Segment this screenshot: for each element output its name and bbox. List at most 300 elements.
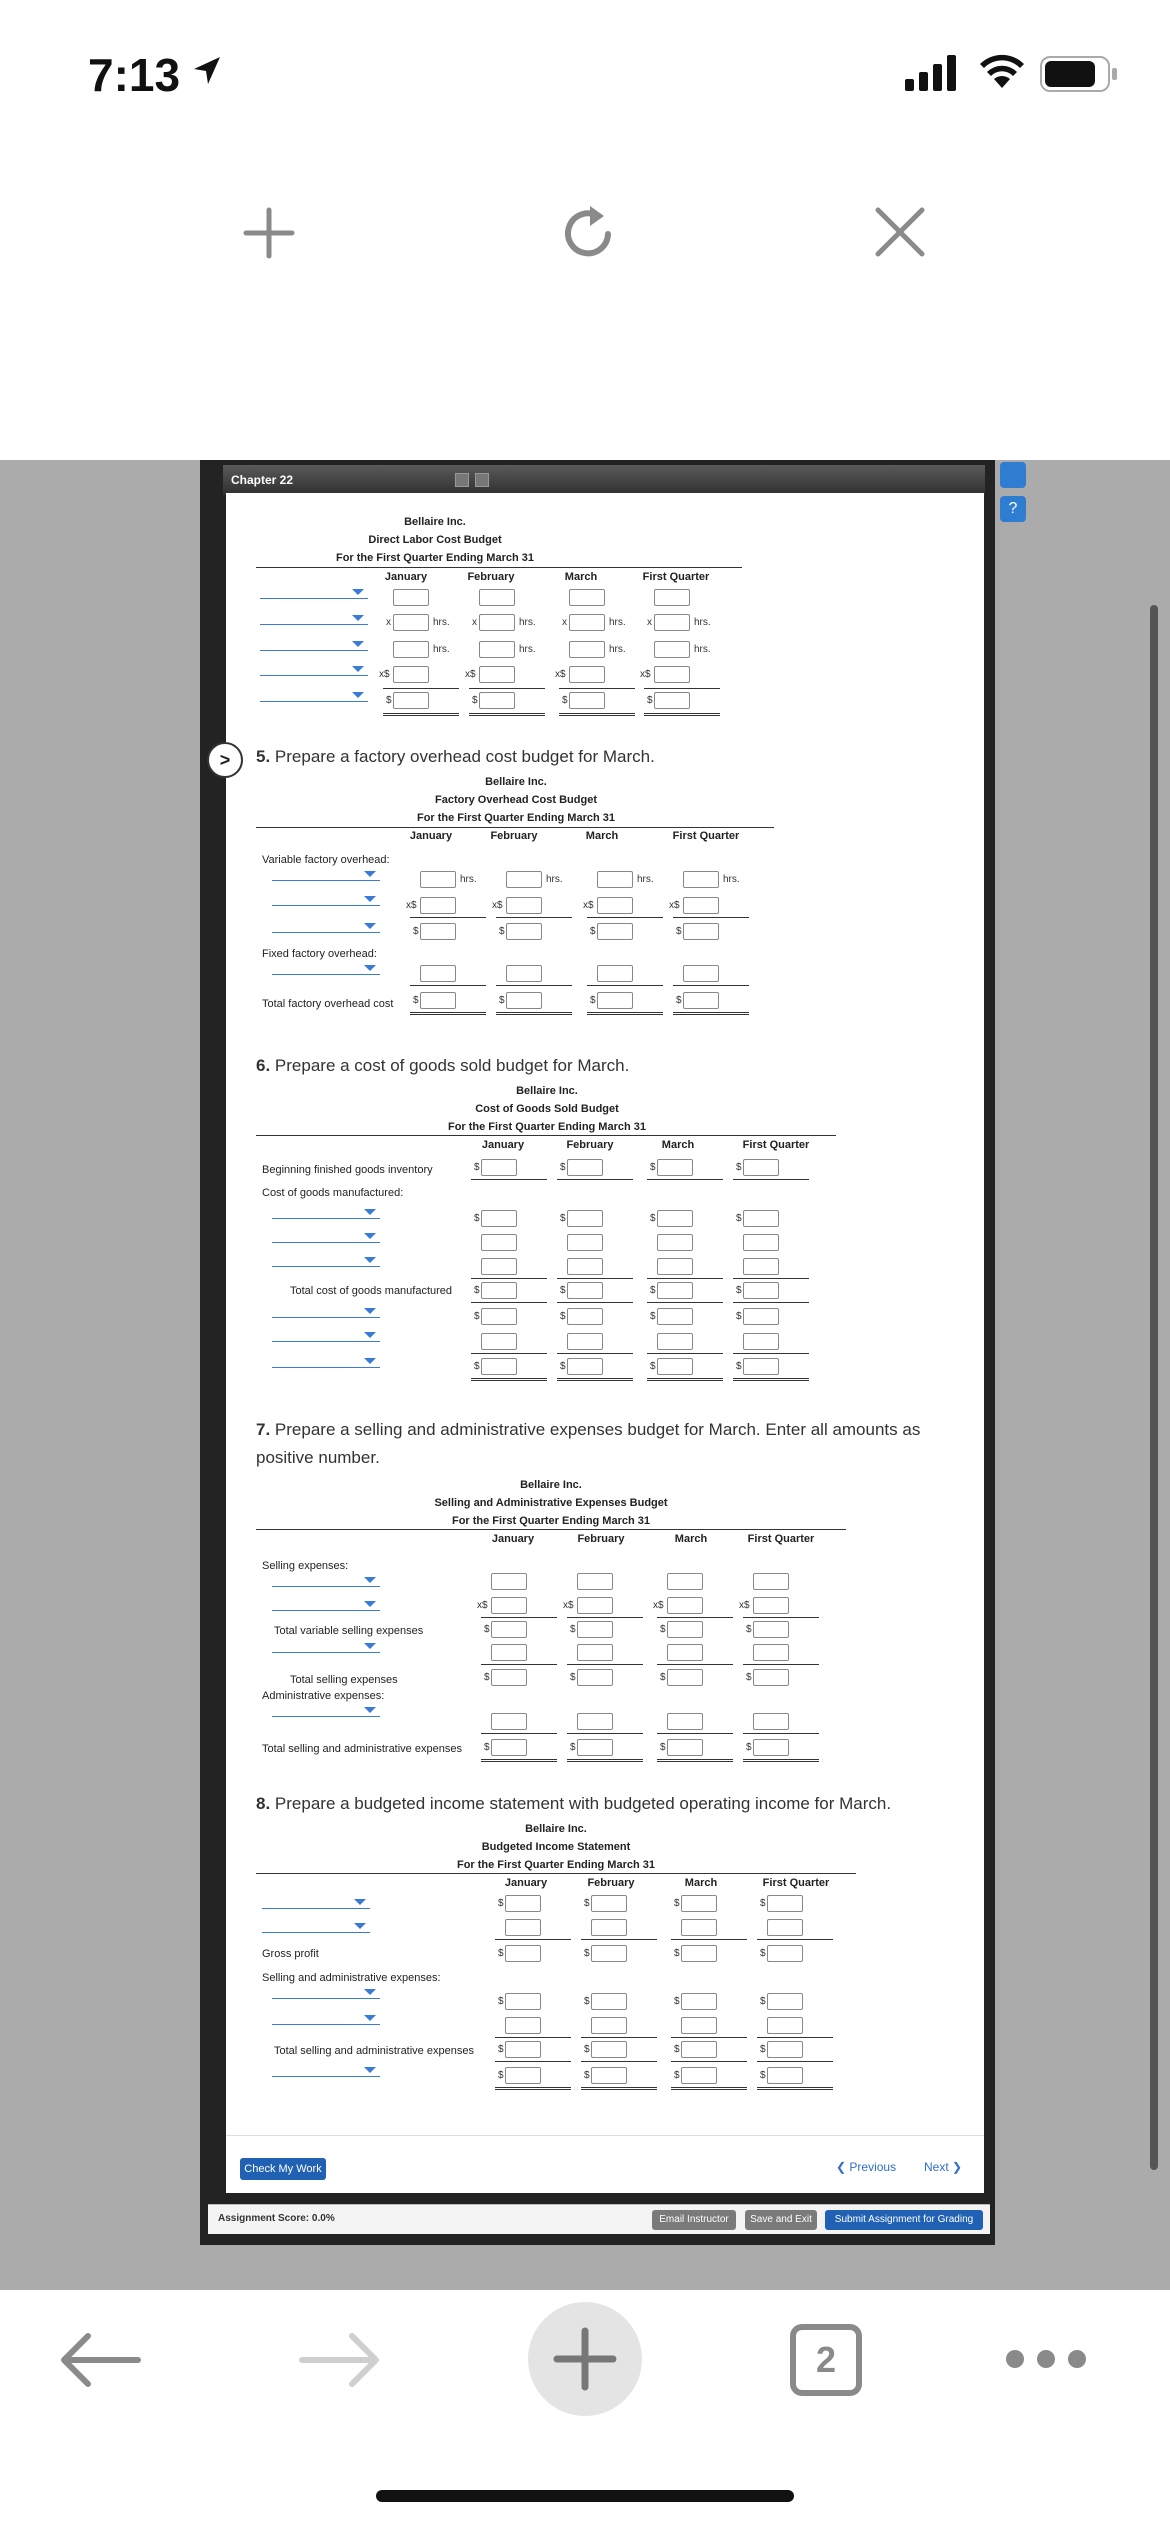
amount-input[interactable] bbox=[681, 1895, 717, 1912]
dollar-sign: $ bbox=[746, 1742, 752, 1753]
company-name: Bellaire Inc. bbox=[516, 1085, 578, 1097]
dollar-sign: $ bbox=[498, 1898, 504, 1909]
hrs-unit: hrs. bbox=[694, 617, 711, 628]
tab-count-button[interactable]: 2 bbox=[790, 2324, 862, 2396]
total-input[interactable] bbox=[683, 992, 719, 1009]
dollar-sign: $ bbox=[484, 1624, 490, 1635]
page-icon[interactable] bbox=[475, 473, 489, 487]
double-underline bbox=[733, 1378, 809, 1381]
amount-input[interactable] bbox=[481, 1308, 517, 1325]
assignment-score: Assignment Score: 0.0% bbox=[218, 2213, 335, 2224]
amount-input[interactable] bbox=[577, 1621, 613, 1638]
row-label-dropdown[interactable] bbox=[272, 921, 380, 933]
underline bbox=[647, 1353, 723, 1354]
underline bbox=[567, 1617, 643, 1618]
row-label-dropdown[interactable] bbox=[260, 613, 368, 625]
amount-input[interactable] bbox=[505, 2041, 541, 2058]
hrs-unit: hrs. bbox=[519, 644, 536, 655]
row-label-dropdown[interactable] bbox=[272, 1330, 380, 1342]
row-label-dropdown[interactable] bbox=[272, 1356, 380, 1368]
submit-assignment-button[interactable]: Submit Assignment for Grading bbox=[825, 2210, 983, 2230]
amount-input[interactable] bbox=[577, 1713, 613, 1730]
amount-input[interactable] bbox=[491, 1621, 527, 1638]
dollar-sign: $ bbox=[760, 1948, 766, 1959]
amount-input[interactable] bbox=[667, 1669, 703, 1686]
rate-input[interactable] bbox=[479, 666, 515, 683]
amount-input[interactable] bbox=[577, 1644, 613, 1661]
underline bbox=[644, 688, 720, 689]
help-icon[interactable]: ? bbox=[1000, 496, 1026, 522]
row-label-dropdown[interactable] bbox=[272, 2065, 380, 2077]
underline bbox=[647, 1278, 723, 1279]
hrs-unit: hrs. bbox=[694, 644, 711, 655]
amount-input[interactable] bbox=[567, 1159, 603, 1176]
dollar-sign: $ bbox=[674, 2070, 680, 2081]
double-underline bbox=[557, 1378, 633, 1381]
amount-input[interactable] bbox=[767, 2017, 803, 2034]
budget-period: For the First Quarter Ending March 31 bbox=[456, 1859, 656, 1871]
amount-input[interactable] bbox=[657, 1159, 693, 1176]
amount-input[interactable] bbox=[505, 1895, 541, 1912]
dollar-sign: $ bbox=[474, 1162, 480, 1173]
budget-title: Factory Overhead Cost Budget bbox=[435, 794, 597, 806]
dollar-sign: $ bbox=[584, 1948, 590, 1959]
amount-input[interactable] bbox=[753, 1573, 789, 1590]
total-input[interactable] bbox=[657, 1358, 693, 1375]
budget-title: Budgeted Income Statement bbox=[481, 1841, 631, 1853]
underline bbox=[469, 688, 545, 689]
hours-input[interactable] bbox=[569, 614, 605, 631]
amount-input[interactable] bbox=[743, 1159, 779, 1176]
hours-input[interactable] bbox=[393, 614, 429, 631]
amount-input[interactable] bbox=[481, 1234, 517, 1251]
double-underline bbox=[644, 713, 720, 716]
total-input[interactable] bbox=[569, 692, 605, 709]
rate-input[interactable] bbox=[667, 1597, 703, 1614]
amount-input[interactable] bbox=[393, 589, 429, 606]
dollar-sign: $ bbox=[584, 1996, 590, 2007]
forward-arrow-icon[interactable] bbox=[298, 2330, 382, 2390]
amount-input[interactable] bbox=[481, 1333, 517, 1350]
dollar-sign: $ bbox=[736, 1285, 742, 1296]
total-input[interactable] bbox=[420, 992, 456, 1009]
total-input[interactable] bbox=[506, 992, 542, 1009]
amount-input[interactable] bbox=[667, 1713, 703, 1730]
amount-input[interactable] bbox=[743, 1210, 779, 1227]
question-7 bbox=[256, 1417, 920, 1443]
dollar-sign: $ bbox=[736, 1361, 742, 1372]
cogm-label: Cost of goods manufactured: bbox=[262, 1187, 404, 1199]
amount-input[interactable] bbox=[506, 965, 542, 982]
check-my-work-button[interactable]: Check My Work bbox=[240, 2158, 326, 2180]
amount-input[interactable] bbox=[577, 1669, 613, 1686]
hours-input[interactable] bbox=[506, 871, 542, 888]
underline bbox=[757, 1939, 833, 1940]
total-input[interactable] bbox=[753, 1739, 789, 1756]
amount-input[interactable] bbox=[567, 1333, 603, 1350]
amount-input[interactable] bbox=[753, 1669, 789, 1686]
amount-input[interactable] bbox=[767, 1945, 803, 1962]
dollar-sign: $ bbox=[484, 1742, 490, 1753]
amount-input[interactable] bbox=[657, 1234, 693, 1251]
amount-input[interactable] bbox=[491, 1713, 527, 1730]
dollar-sign: $ bbox=[736, 1162, 742, 1173]
total-selling-label: Total selling expenses bbox=[290, 1674, 398, 1686]
row-label-dropdown[interactable] bbox=[272, 1599, 380, 1611]
rate-input[interactable] bbox=[491, 1597, 527, 1614]
row-label-dropdown[interactable] bbox=[260, 664, 368, 676]
dollar-sign: $ bbox=[584, 2044, 590, 2055]
amount-input[interactable] bbox=[481, 1258, 517, 1275]
row-label-dropdown[interactable] bbox=[260, 587, 368, 599]
col-january: January bbox=[504, 1877, 548, 1889]
rate-input[interactable] bbox=[393, 666, 429, 683]
amount-input[interactable] bbox=[681, 1919, 717, 1936]
col-march: March bbox=[564, 571, 598, 583]
row-label-dropdown[interactable] bbox=[272, 1575, 380, 1587]
rate-input[interactable] bbox=[597, 897, 633, 914]
dollar-sign: $ bbox=[472, 695, 478, 706]
row-label-dropdown[interactable] bbox=[262, 1897, 370, 1909]
underline bbox=[495, 2037, 571, 2038]
amount-input[interactable] bbox=[505, 1993, 541, 2010]
amount-input[interactable] bbox=[743, 1234, 779, 1251]
budget-title: Direct Labor Cost Budget bbox=[368, 534, 502, 546]
hours-input[interactable] bbox=[597, 871, 633, 888]
assignment-content bbox=[226, 493, 984, 2135]
total-sa-label: Total selling and administrative expenses bbox=[262, 1743, 462, 1755]
amount-input[interactable] bbox=[591, 2017, 627, 2034]
dollar-sign: $ bbox=[760, 2070, 766, 2081]
dollar-sign: $ bbox=[674, 1898, 680, 1909]
total-input[interactable] bbox=[567, 1282, 603, 1299]
amount-input[interactable] bbox=[753, 1621, 789, 1638]
row-label-dropdown[interactable] bbox=[272, 894, 380, 906]
dollar-sign: $ bbox=[660, 1624, 666, 1635]
hours-input[interactable] bbox=[479, 641, 515, 658]
hrs-unit: hrs. bbox=[546, 874, 563, 885]
row-label-dropdown[interactable] bbox=[272, 1641, 380, 1653]
location-arrow-icon bbox=[190, 54, 224, 88]
row-label-dropdown[interactable] bbox=[262, 1921, 370, 1933]
question-text: Prepare a budgeted income statement with budgeted operating income for March. bbox=[274, 1794, 892, 1813]
amount-input[interactable] bbox=[657, 1210, 693, 1227]
total-input[interactable] bbox=[481, 1358, 517, 1375]
amount-input[interactable] bbox=[657, 1308, 693, 1325]
budget-title: Cost of Goods Sold Budget bbox=[475, 1103, 619, 1115]
amount-input[interactable] bbox=[681, 1993, 717, 2010]
rate-prefix: x$ bbox=[477, 1600, 488, 1611]
col-first-quarter: First Quarter bbox=[672, 830, 740, 842]
amount-input[interactable] bbox=[753, 1713, 789, 1730]
hours-input[interactable] bbox=[420, 871, 456, 888]
underline bbox=[557, 1278, 633, 1279]
dollar-sign: $ bbox=[760, 1898, 766, 1909]
amount-input[interactable] bbox=[743, 1308, 779, 1325]
underline bbox=[581, 1939, 657, 1940]
double-underline bbox=[410, 1012, 486, 1015]
col-march: March bbox=[674, 1533, 708, 1545]
amount-input[interactable] bbox=[491, 1669, 527, 1686]
amount-input[interactable] bbox=[505, 1919, 541, 1936]
row-label-dropdown[interactable] bbox=[272, 1306, 380, 1318]
dollar-sign: $ bbox=[647, 695, 653, 706]
dollar-sign: $ bbox=[474, 1311, 480, 1322]
double-underline bbox=[383, 713, 459, 716]
col-february: February bbox=[587, 1877, 635, 1889]
amount-input[interactable] bbox=[683, 965, 719, 982]
status-bar bbox=[0, 0, 1170, 150]
amount-input[interactable] bbox=[505, 2017, 541, 2034]
amount-input[interactable] bbox=[654, 589, 690, 606]
admin-expenses-label: Administrative expenses: bbox=[262, 1690, 385, 1702]
new-tab-button[interactable] bbox=[528, 2302, 642, 2416]
underline bbox=[410, 917, 486, 918]
amount-input[interactable] bbox=[591, 1993, 627, 2010]
row-label-dropdown[interactable] bbox=[272, 1255, 380, 1267]
dollar-sign: $ bbox=[746, 1672, 752, 1683]
amount-input[interactable] bbox=[577, 1573, 613, 1590]
beginning-inventory-label: Beginning finished goods inventory bbox=[262, 1164, 433, 1176]
dollar-sign: $ bbox=[560, 1285, 566, 1296]
total-input[interactable] bbox=[567, 1358, 603, 1375]
dollar-sign: $ bbox=[660, 1742, 666, 1753]
budget-period: For the First Quarter Ending March 31 bbox=[447, 1121, 647, 1133]
amount-input[interactable] bbox=[591, 1919, 627, 1936]
underline bbox=[647, 1179, 723, 1180]
total-input[interactable] bbox=[591, 2067, 627, 2084]
dollar-sign: $ bbox=[746, 1624, 752, 1635]
amount-input[interactable] bbox=[567, 1210, 603, 1227]
email-instructor-button[interactable]: Email Instructor bbox=[652, 2210, 736, 2230]
col-january: January bbox=[491, 1533, 535, 1545]
hours-input[interactable] bbox=[569, 641, 605, 658]
total-cogm-label: Total cost of goods manufactured bbox=[290, 1285, 453, 1297]
amount-input[interactable] bbox=[597, 923, 633, 940]
amount-input[interactable] bbox=[479, 589, 515, 606]
total-input[interactable] bbox=[597, 992, 633, 1009]
dollar-sign: $ bbox=[674, 2044, 680, 2055]
total-input[interactable] bbox=[505, 2067, 541, 2084]
total-overhead-label: Total factory overhead cost bbox=[262, 998, 394, 1010]
hours-input[interactable] bbox=[479, 614, 515, 631]
amount-input[interactable] bbox=[743, 1258, 779, 1275]
amount-input[interactable] bbox=[420, 923, 456, 940]
dollar-sign: $ bbox=[560, 1162, 566, 1173]
rate-input[interactable] bbox=[577, 1597, 613, 1614]
scrollbar[interactable] bbox=[1150, 605, 1158, 2170]
hours-input[interactable] bbox=[654, 641, 690, 658]
amount-input[interactable] bbox=[767, 2041, 803, 2058]
hrs-unit: hrs. bbox=[609, 644, 626, 655]
hrs-unit: hrs. bbox=[609, 617, 626, 628]
total-input[interactable] bbox=[481, 1282, 517, 1299]
underline bbox=[481, 1733, 557, 1734]
double-underline bbox=[559, 713, 635, 716]
amount-input[interactable] bbox=[667, 1621, 703, 1638]
total-input[interactable] bbox=[657, 1282, 693, 1299]
amount-input[interactable] bbox=[505, 1945, 541, 1962]
amount-input[interactable] bbox=[681, 2041, 717, 2058]
hours-input[interactable] bbox=[683, 871, 719, 888]
rate-input[interactable] bbox=[506, 897, 542, 914]
row-label-dropdown[interactable] bbox=[272, 1231, 380, 1243]
amount-input[interactable] bbox=[657, 1258, 693, 1275]
total-input[interactable] bbox=[667, 1739, 703, 1756]
rate-prefix: x$ bbox=[640, 669, 651, 680]
dollar-sign: $ bbox=[560, 1213, 566, 1224]
rate-input[interactable] bbox=[569, 666, 605, 683]
amount-input[interactable] bbox=[591, 2041, 627, 2058]
row-label-dropdown[interactable] bbox=[272, 963, 380, 975]
row-label-dropdown[interactable] bbox=[272, 1705, 380, 1717]
dollar-sign: $ bbox=[474, 1285, 480, 1296]
double-underline bbox=[743, 1759, 819, 1762]
dollar-sign: $ bbox=[413, 926, 419, 937]
hours-input[interactable] bbox=[393, 641, 429, 658]
previous-button[interactable]: ❮ Previous bbox=[836, 2160, 897, 2174]
multiply-sign: x bbox=[472, 617, 477, 628]
chapter-header bbox=[223, 465, 985, 495]
rate-prefix: x$ bbox=[739, 1600, 750, 1611]
amount-input[interactable] bbox=[591, 1945, 627, 1962]
dollar-sign: $ bbox=[499, 995, 505, 1006]
underline bbox=[481, 1617, 557, 1618]
amount-input[interactable] bbox=[657, 1333, 693, 1350]
next-button[interactable]: Next ❯ bbox=[924, 2160, 963, 2174]
row-label-dropdown[interactable] bbox=[272, 869, 380, 881]
underline bbox=[557, 1179, 633, 1180]
question-text: Prepare a selling and administrative expenses budget for March. Enter all amounts as bbox=[274, 1420, 921, 1439]
total-input[interactable] bbox=[393, 692, 429, 709]
expand-nav-button[interactable]: > bbox=[207, 742, 243, 778]
amount-input[interactable] bbox=[753, 1644, 789, 1661]
headset-support-icon[interactable] bbox=[1000, 462, 1026, 488]
underline bbox=[383, 688, 459, 689]
dollar-sign: $ bbox=[674, 1948, 680, 1959]
row-label-dropdown[interactable] bbox=[260, 690, 368, 702]
total-input[interactable] bbox=[743, 1282, 779, 1299]
double-underline bbox=[481, 1759, 557, 1762]
row-label-dropdown[interactable] bbox=[272, 2013, 380, 2025]
total-input[interactable] bbox=[743, 1358, 779, 1375]
rate-input[interactable] bbox=[753, 1597, 789, 1614]
save-exit-button[interactable]: Save and Exit bbox=[745, 2210, 817, 2230]
question-8 bbox=[256, 1791, 891, 1817]
total-input[interactable] bbox=[681, 2067, 717, 2084]
question-text-cont: positive number. bbox=[256, 1448, 380, 1467]
hrs-unit: hrs. bbox=[519, 617, 536, 628]
dollar-sign: $ bbox=[570, 1672, 576, 1683]
total-input[interactable] bbox=[577, 1739, 613, 1756]
previous-label: Previous bbox=[849, 2160, 897, 2174]
question-number: 5. bbox=[256, 747, 271, 766]
underline bbox=[471, 1179, 547, 1180]
new-tab-plus-icon[interactable] bbox=[242, 206, 296, 260]
amount-input[interactable] bbox=[481, 1210, 517, 1227]
budget-period: For the First Quarter Ending March 31 bbox=[335, 552, 535, 564]
dollar-sign: $ bbox=[760, 1996, 766, 2007]
total-input[interactable] bbox=[767, 2067, 803, 2084]
rate-input[interactable] bbox=[420, 897, 456, 914]
underline bbox=[496, 917, 572, 918]
dollar-sign: $ bbox=[736, 1213, 742, 1224]
rate-input[interactable] bbox=[683, 897, 719, 914]
fixed-overhead-label: Fixed factory overhead: bbox=[262, 948, 377, 960]
dollar-sign: $ bbox=[562, 695, 568, 706]
back-arrow-icon[interactable] bbox=[58, 2330, 142, 2390]
underline bbox=[657, 1664, 733, 1665]
amount-input[interactable] bbox=[481, 1159, 517, 1176]
row-label-dropdown[interactable] bbox=[272, 1987, 380, 1999]
double-underline bbox=[757, 2087, 833, 2090]
amount-input[interactable] bbox=[491, 1644, 527, 1661]
amount-input[interactable] bbox=[567, 1258, 603, 1275]
gross-profit-label: Gross profit bbox=[262, 1948, 319, 1960]
row-label-dropdown[interactable] bbox=[260, 639, 368, 651]
amount-input[interactable] bbox=[569, 589, 605, 606]
company-name: Bellaire Inc. bbox=[404, 516, 466, 528]
rate-prefix: x$ bbox=[465, 669, 476, 680]
amount-input[interactable] bbox=[683, 923, 719, 940]
amount-input[interactable] bbox=[567, 1234, 603, 1251]
col-january: January bbox=[409, 830, 453, 842]
close-icon[interactable] bbox=[874, 206, 926, 258]
amount-input[interactable] bbox=[681, 2017, 717, 2034]
next-label: Next bbox=[924, 2160, 949, 2174]
more-icon[interactable] bbox=[1004, 2348, 1088, 2370]
reload-icon[interactable] bbox=[556, 202, 620, 266]
dollar-sign: $ bbox=[584, 1898, 590, 1909]
total-input[interactable] bbox=[491, 1739, 527, 1756]
amount-input[interactable] bbox=[667, 1644, 703, 1661]
amount-input[interactable] bbox=[767, 1993, 803, 2010]
total-input[interactable] bbox=[654, 692, 690, 709]
amount-input[interactable] bbox=[597, 965, 633, 982]
amount-input[interactable] bbox=[681, 1945, 717, 1962]
total-input[interactable] bbox=[479, 692, 515, 709]
total-sa-label: Total selling and administrative expenses bbox=[274, 2045, 474, 2057]
amount-input[interactable] bbox=[491, 1573, 527, 1590]
print-icon[interactable] bbox=[455, 473, 469, 487]
amount-input[interactable] bbox=[667, 1573, 703, 1590]
amount-input[interactable] bbox=[743, 1333, 779, 1350]
dollar-sign: $ bbox=[650, 1361, 656, 1372]
hrs-unit: hrs. bbox=[723, 874, 740, 885]
amount-input[interactable] bbox=[767, 1895, 803, 1912]
rate-prefix: x$ bbox=[406, 900, 417, 911]
row-label-dropdown[interactable] bbox=[272, 1207, 380, 1219]
col-first-quarter: First Quarter bbox=[642, 571, 710, 583]
amount-input[interactable] bbox=[567, 1308, 603, 1325]
browser-toolbar bbox=[0, 150, 1170, 460]
underline bbox=[587, 985, 663, 986]
amount-input[interactable] bbox=[767, 1919, 803, 1936]
rate-input[interactable] bbox=[654, 666, 690, 683]
signal-icon bbox=[905, 55, 961, 91]
clock: 7:13 bbox=[88, 49, 181, 101]
underline bbox=[671, 2037, 747, 2038]
sa-expenses-label: Selling and administrative expenses: bbox=[262, 1972, 441, 1984]
hrs-unit: hrs. bbox=[637, 874, 654, 885]
amount-input[interactable] bbox=[420, 965, 456, 982]
selling-expenses-label: Selling expenses: bbox=[262, 1560, 349, 1572]
amount-input[interactable] bbox=[506, 923, 542, 940]
underline bbox=[481, 1664, 557, 1665]
chapter-title: Chapter 22 bbox=[231, 473, 294, 487]
hours-input[interactable] bbox=[654, 614, 690, 631]
amount-input[interactable] bbox=[591, 1895, 627, 1912]
